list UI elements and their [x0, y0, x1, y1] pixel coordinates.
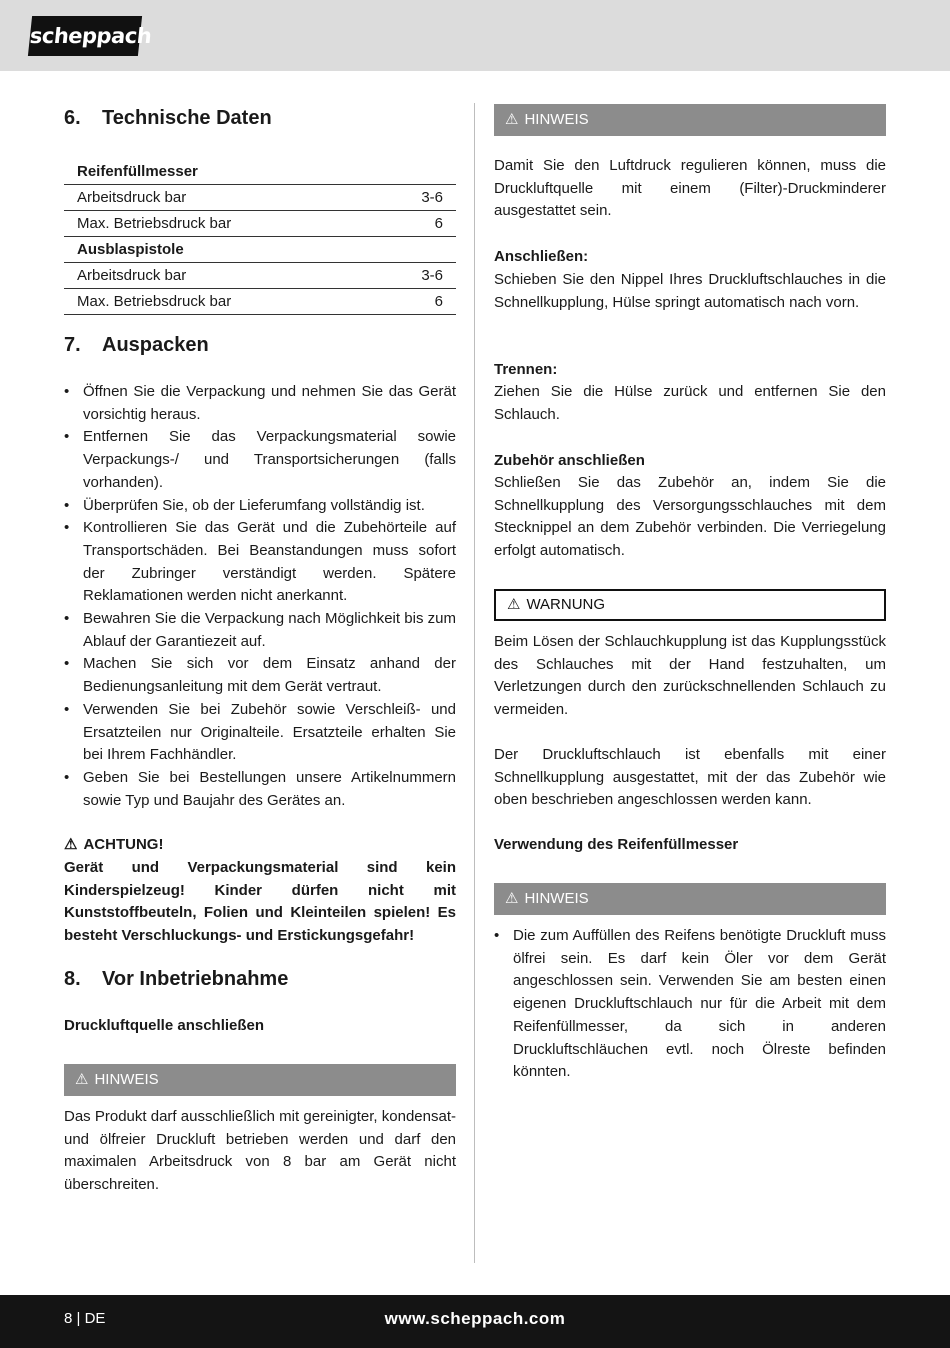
- spec-row: Reifenfüllmesser: [64, 159, 456, 185]
- auspacken-list: [64, 381, 456, 812]
- schlauch-text: Der Druckluftschlauch ist ebenfalls mit einer Schnellkupplung ausgestattet, mit der das Zubehör wie oben beschrieben angeschlossen werden kann.: [494, 746, 886, 809]
- scheppach-logo: scheppach: [28, 16, 142, 56]
- warnung-box: ⚠ WARNUNG: [494, 589, 886, 621]
- anschliessen-title: Anschließen:: [494, 248, 589, 265]
- section-6-heading: 6. Technische Daten: [64, 107, 272, 129]
- hinweis-text: Das Produkt darf ausschließlich mit gereinigter, kondensat- und ölfreier Druckluft betrieben werden und darf den maximalen Arbeitsdruck von 8 bar am Gerät nicht überschreiten.: [64, 1108, 456, 1194]
- spec-row: Ausblaspistole: [64, 237, 456, 263]
- warning-icon: ⚠: [505, 890, 519, 907]
- achtung-title: ⚠ ACHTUNG!: [64, 834, 456, 857]
- warning-icon: ⚠: [64, 836, 78, 853]
- spec-row: Arbeitsdruck bar 3-6: [64, 185, 456, 211]
- spec-table: [64, 159, 456, 315]
- list-item: • Überprüfen Sie, ob der Lieferumfang vollständig ist.: [64, 496, 425, 514]
- footer-url: www.scheppach.com: [384, 1309, 566, 1328]
- list-item: • Verwenden Sie bei Zubehör sowie Verschleiß- und Ersatzteilen nur Originalteile. Ersatzteile erhalten Sie bei Ihrem Fachhändler.: [64, 700, 456, 764]
- trennen-title: Trennen:: [494, 361, 558, 378]
- list-item: • Die zum Auffüllen des Reifens benötigte Druckluft muss ölfrei sein. Es darf kein Öler vor dem Gerät angeschlossen sein. Verwenden Sie am besten einen eigenen Druckluftschlauch nur für die Arbeit mit dem Reifenfüllmesser, da sich in anderen Druckluftschläuchen evtl. noch Ölreste befinden könnten.: [494, 927, 886, 1081]
- section-8-heading: 8. Vor Inbetriebnahme: [64, 968, 289, 990]
- hinweis-box: ⚠ HINWEIS: [494, 883, 886, 915]
- hinweis-list: [494, 925, 886, 1084]
- trennen-text: Ziehen Sie die Hülse zurück und entfernen Sie den Schlauch.: [494, 383, 886, 423]
- warnung-text: Beim Lösen der Schlauchkupplung ist das Kupplungsstück des Schlauches mit der Hand festzuhalten, um Verletzungen durch den zurückschnellenden Schlauch zu vermeiden.: [494, 633, 886, 719]
- spec-row: Max. Betriebsdruck bar 6: [64, 211, 456, 237]
- list-item: • Öffnen Sie die Verpackung und nehmen Sie das Gerät vorsichtig heraus.: [64, 383, 456, 423]
- warning-icon: ⚠: [507, 596, 521, 613]
- page-number: 8 | DE: [64, 1310, 106, 1327]
- list-item: • Entfernen Sie das Verpackungsmaterial sowie Verpackungs-/ und Transportsicherungen (falls vorhanden).: [64, 428, 456, 491]
- hinweis-box: ⚠ HINWEIS: [64, 1064, 456, 1096]
- page-header: [0, 0, 950, 71]
- verwendung-title: Verwendung des Reifenfüllmesser: [494, 836, 739, 853]
- warning-icon: ⚠: [505, 111, 519, 128]
- section-7-heading: 7. Auspacken: [64, 334, 209, 356]
- druckluft-subheading: Druckluftquelle anschließen: [64, 1017, 265, 1034]
- hinweis-text: Damit Sie den Luftdruck regulieren können, muss die Druckluftquelle mit einem (Filter)-Druckminderer ausgestattet sein.: [494, 157, 886, 220]
- warning-icon: ⚠: [75, 1071, 89, 1088]
- hinweis-box: ⚠ HINWEIS: [494, 104, 886, 136]
- spec-row: Arbeitsdruck bar 3-6: [64, 263, 456, 289]
- zubehoer-text: Schließen Sie das Zubehör an, indem Sie die Schnellkupplung des Versorgungsschlauches mit dem Stecknippel an dem Zubehör verbinden. Die Verriegelung erfolgt automatisch.: [494, 474, 886, 560]
- list-item: • Geben Sie bei Bestellungen unsere Artikelnummern sowie Typ und Baujahr des Gerätes an.: [64, 768, 456, 809]
- anschliessen-text: Schieben Sie den Nippel Ihres Druckluftschlauches in die Schnellkupplung, Hülse springt automatisch nach vorn.: [494, 271, 886, 311]
- page-footer: [0, 1295, 950, 1348]
- achtung-text: Gerät und Verpackungsmaterial sind kein Kinderspielzeug! Kinder dürfen nicht mit Kunststoffbeuteln, Folien und Kleinteilen spielen! Es besteht Verschluckungs- und Erstickungsgefahr!: [64, 859, 456, 945]
- zubehoer-title: Zubehör anschließen: [494, 452, 645, 469]
- list-item: • Kontrollieren Sie das Gerät und die Zubehörteile auf Transportschäden. Bei Beanstandungen muss sofort der Zubringer verständigt werden. Spätere Reklamationen werden nicht anerkannt.: [64, 519, 456, 605]
- column-divider: [474, 103, 475, 1263]
- list-item: • Bewahren Sie die Verpackung nach Möglichkeit bis zum Ablauf der Garantiezeit auf.: [64, 610, 456, 650]
- spec-row: Max. Betriebsdruck bar 6: [64, 289, 456, 315]
- list-item: • Machen Sie sich vor dem Einsatz anhand der Bedienungsanleitung mit dem Gerät vertraut.: [64, 655, 456, 696]
